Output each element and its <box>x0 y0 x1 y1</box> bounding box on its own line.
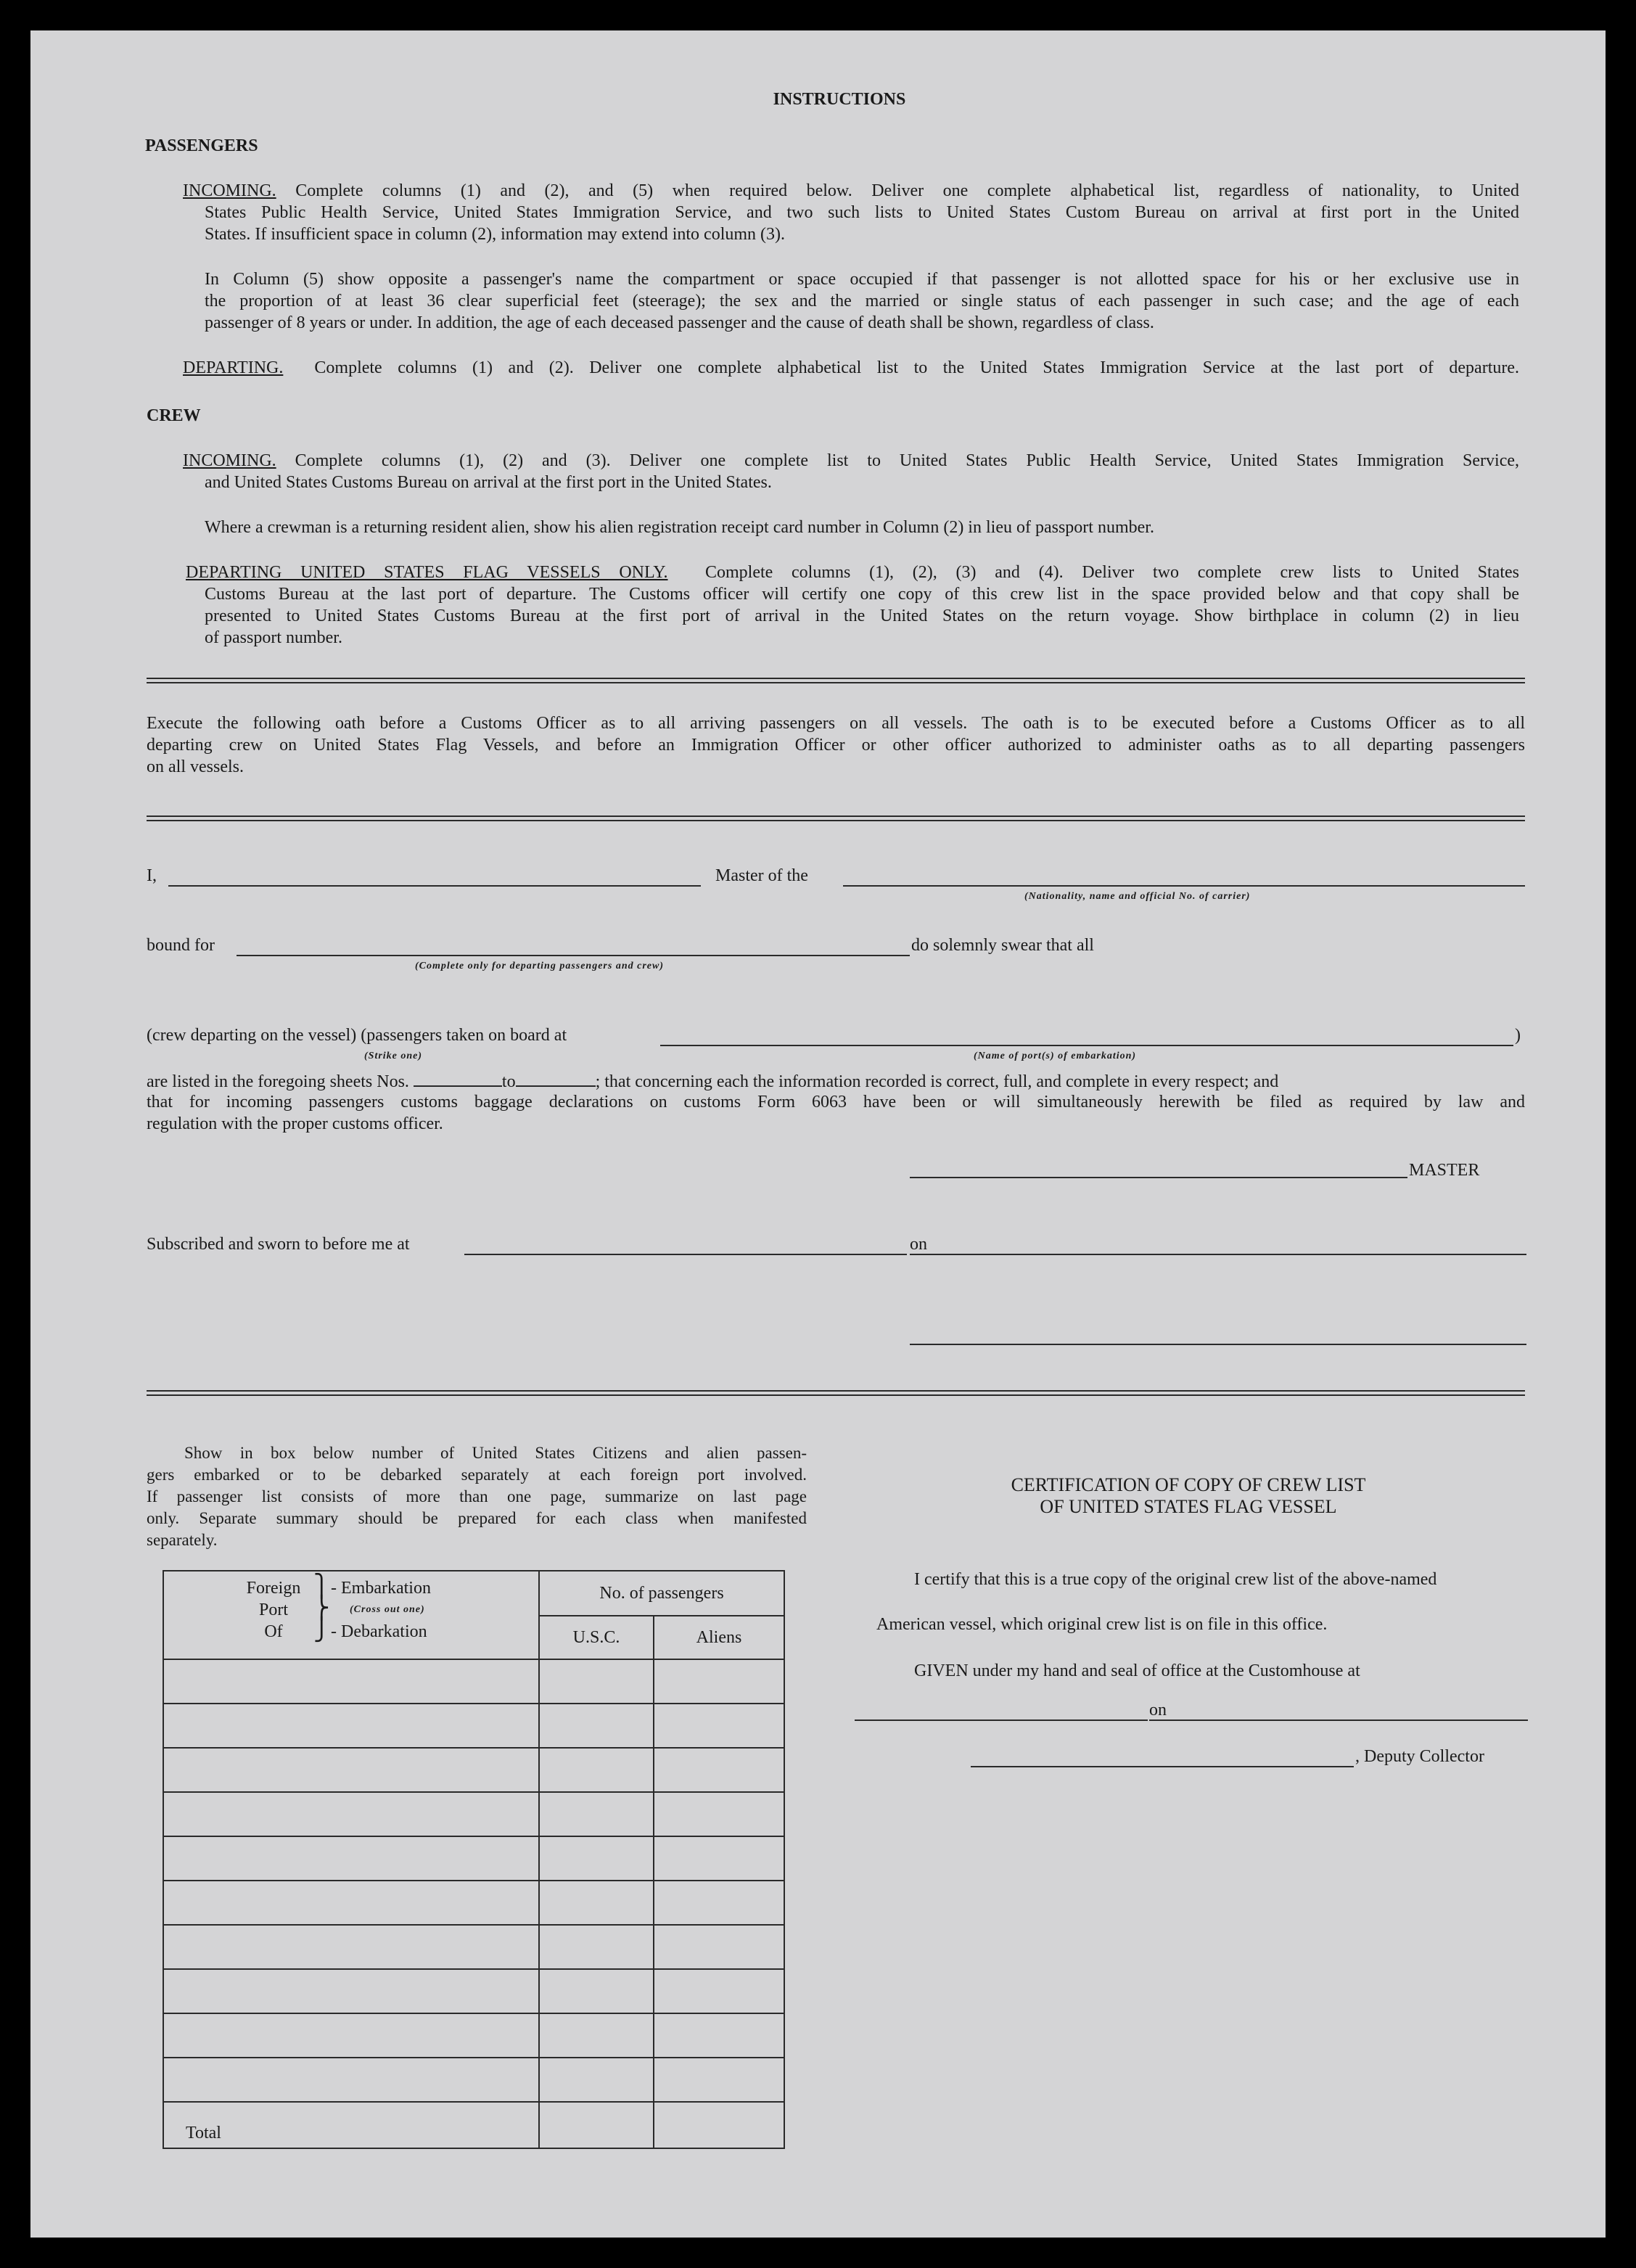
swear-label: do solemnly swear that all <box>911 936 1094 955</box>
passengers-incoming-label: INCOMING. <box>183 181 276 200</box>
passengers-departing-text: Complete columns (1) and (2). Deliver one complete alphabetical list to the United States Immigration Service at the last port of departure. <box>314 358 1520 377</box>
certification-date-line[interactable] <box>1149 1720 1528 1721</box>
crew-departing-line-1: DEPARTING UNITED STATES FLAG VESSELS ONLY. Complete columns (1), (2), (3) and (4). Deliver two complete crew lists to United States <box>186 563 1519 582</box>
aliens-total-cell[interactable] <box>654 2102 784 2148</box>
subscribed-label: Subscribed and sworn to before me at <box>147 1235 410 1254</box>
port-cell[interactable] <box>163 2058 539 2102</box>
passengers-heading: PASSENGERS <box>145 136 258 155</box>
column5-line-2: the proportion of at least 36 clear superficial feet (steerage); the sex and the married or single status of each passenger in such case; and the age of each <box>205 292 1519 311</box>
oath-instructions-block <box>147 712 1525 778</box>
usc-cell[interactable] <box>539 1792 654 1836</box>
total-cell <box>163 2102 539 2148</box>
bound-for-line[interactable] <box>237 955 910 956</box>
foreign-label: Foreign <box>246 1579 301 1598</box>
deputy-signature-line[interactable] <box>971 1766 1354 1767</box>
carrier-hint: (Nationality, name and official No. of carrier) <box>1024 891 1251 902</box>
crew-departing-block <box>186 562 1519 649</box>
aliens-cell[interactable] <box>654 1748 784 1792</box>
port-cell[interactable] <box>163 1881 539 1925</box>
officer-signature-line[interactable] <box>910 1344 1526 1345</box>
usc-header: U.S.C. <box>539 1616 654 1659</box>
port-label: Port <box>258 1601 288 1619</box>
strike-close: ) <box>1515 1026 1521 1045</box>
section-divider <box>147 815 1525 821</box>
usc-cell[interactable] <box>539 1969 654 2013</box>
certification-on-label: on <box>1149 1701 1167 1720</box>
passengers-incoming-block <box>183 180 1519 245</box>
certification-title <box>878 1474 1499 1518</box>
port-cell[interactable] <box>163 1704 539 1748</box>
usc-total-cell[interactable] <box>539 2102 654 2148</box>
brace-glyph: ⎫ ⎬ ⎭ <box>313 1574 330 1642</box>
usc-cell[interactable] <box>539 1881 654 1925</box>
aliens-cell[interactable] <box>654 2013 784 2058</box>
crew-departing-line-4: of passport number. <box>205 628 342 647</box>
of-label: Of <box>264 1622 283 1641</box>
port-cell[interactable] <box>163 1836 539 1881</box>
certification-title-line-2: OF UNITED STATES FLAG VESSEL <box>1040 1496 1337 1517</box>
port-header-cell <box>163 1571 539 1659</box>
aliens-cell[interactable] <box>654 1836 784 1881</box>
crew-resident-text: Where a crewman is a returning resident alien, show his alien registration receipt card number in Column (2) in lieu of passport number. <box>205 518 1154 537</box>
summary-line-1: Show in box below number of United States Citizens and alien passen- <box>184 1444 807 1462</box>
port-cell[interactable] <box>163 2013 539 2058</box>
listed-line-1: are listed in the foregoing sheets Nos. to ; that concerning each the information recorded is correct, full, and complete in every respect; and <box>147 1069 1525 1093</box>
carrier-line[interactable] <box>843 885 1525 887</box>
bound-for-hint: (Complete only for departing passengers and crew) <box>415 961 664 971</box>
port-cell[interactable] <box>163 1659 539 1704</box>
section-divider <box>147 1390 1525 1396</box>
usc-cell[interactable] <box>539 1925 654 1969</box>
oath-instructions-line-1: Execute the following oath before a Customs Officer as to all arriving passengers on all vessels. The oath is to be executed before a Customs Officer as to all <box>147 714 1525 733</box>
usc-cell[interactable] <box>539 2013 654 2058</box>
summary-line-5: separately. <box>147 1531 218 1549</box>
vessel-text: American vessel, which original crew list is on file in this office. <box>876 1615 1328 1634</box>
cross-out-hint: (Cross out one) <box>350 1604 425 1615</box>
column5-block <box>205 268 1519 334</box>
crew-incoming-label: INCOMING. <box>183 451 276 470</box>
sheet-from-field[interactable] <box>414 1069 502 1087</box>
summary-line-2: gers embarked or to be debarked separately at each foreign port involved. <box>147 1466 807 1484</box>
crew-incoming-line-2: and United States Customs Bureau on arrival at the first port in the United States. <box>205 473 772 492</box>
passenger-summary-table <box>163 1570 785 2149</box>
crew-heading: CREW <box>147 406 201 425</box>
strike-hint: (Strike one) <box>364 1051 423 1061</box>
usc-cell[interactable] <box>539 1704 654 1748</box>
strike-label: (crew departing on the vessel) (passengers taken on board at <box>147 1026 567 1045</box>
crew-departing-line-2: Customs Bureau at the last port of departure. The Customs officer will certify one copy of this crew list in the space provided below and that copy shall be <box>205 585 1519 604</box>
port-cell[interactable] <box>163 1792 539 1836</box>
customhouse-line[interactable] <box>855 1720 1148 1721</box>
oath-instructions-line-3: on all vessels. <box>147 757 244 776</box>
aliens-cell[interactable] <box>654 1792 784 1836</box>
oath-instructions-line-2: departing crew on United States Flag Vessels, and before an Immigration Officer or other officer authorized to administer oaths as to all departing passengers <box>147 736 1525 755</box>
crew-departing-label: DEPARTING UNITED STATES FLAG VESSELS ONLY. <box>186 563 668 582</box>
sheet-to-field[interactable] <box>516 1069 596 1087</box>
certify-text: I certify that this is a true copy of the original crew list of the above-named <box>914 1570 1437 1589</box>
port-cell[interactable] <box>163 1748 539 1792</box>
summary-line-3: If passenger list consists of more than one page, summarize on last page <box>147 1487 807 1505</box>
passengers-count-header: No. of passengers <box>539 1571 784 1616</box>
usc-cell[interactable] <box>539 1659 654 1704</box>
passengers-incoming-line-3: States. If insufficient space in column (2), information may extend into column (3). <box>205 225 786 244</box>
usc-cell[interactable] <box>539 2058 654 2102</box>
column5-line-3: passenger of 8 years or under. In addition, the age of each deceased passenger and the cause of death shall be shown, regardless of class. <box>205 313 1154 332</box>
aliens-header: Aliens <box>654 1616 784 1659</box>
ports-hint: (Name of port(s) of embarkation) <box>974 1051 1137 1061</box>
section-divider <box>147 678 1525 683</box>
summary-line-4: only. Separate summary should be prepared for each class when manifested <box>147 1509 807 1527</box>
page-title: INSTRUCTIONS <box>773 90 906 109</box>
ports-line[interactable] <box>660 1045 1513 1046</box>
subscribed-place-line[interactable] <box>464 1254 907 1255</box>
crew-incoming-line-1: INCOMING. Complete columns (1), (2) and (3). Deliver one complete list to United States Public Health Service, United States Immigration Service, <box>183 451 1519 470</box>
column5-line-1: In Column (5) show opposite a passenger's name the compartment or space occupied if that passenger is not allotted space for his or her exclusive use in <box>205 270 1519 289</box>
aliens-cell[interactable] <box>654 2058 784 2102</box>
given-text: GIVEN under my hand and seal of office at the Customhouse at <box>914 1661 1360 1680</box>
aliens-cell[interactable] <box>654 1704 784 1748</box>
form-page <box>30 30 1606 2238</box>
port-cell[interactable] <box>163 1969 539 2013</box>
certification-title-line-1: CERTIFICATION OF COPY OF CREW LIST <box>1011 1474 1366 1495</box>
summary-instructions <box>147 1442 807 1551</box>
master-signature-line[interactable] <box>910 1177 1407 1178</box>
embarkation-label: - Embarkation <box>331 1579 431 1598</box>
passengers-incoming-line-1: INCOMING. Complete columns (1) and (2), and (5) when required below. Deliver one complete alphabetical list, regardless of nationality, to United <box>183 181 1519 200</box>
subscribed-on-label: on <box>910 1235 927 1254</box>
oath-i-label: I, <box>147 866 157 885</box>
bound-for-label: bound for <box>147 936 215 955</box>
deputy-label: , Deputy Collector <box>1355 1747 1484 1766</box>
aliens-cell[interactable] <box>654 1925 784 1969</box>
aliens-cell[interactable] <box>654 1969 784 2013</box>
crew-incoming-block <box>183 450 1519 493</box>
aliens-cell[interactable] <box>654 1659 784 1704</box>
total-label: Total <box>186 2124 221 2142</box>
master-of-label: Master of the <box>715 866 808 885</box>
port-cell[interactable] <box>163 1925 539 1969</box>
passengers-departing-block <box>183 357 1519 379</box>
debarkation-label: - Debarkation <box>331 1622 427 1641</box>
listed-line-2: that for incoming passengers customs baggage declarations on customs Form 6063 have been or will simultaneously herewith be filed as required by law and <box>147 1093 1525 1112</box>
crew-departing-line-3: presented to United States Customs Bureau at the first port of arrival in the United States on the return voyage. Show birthplace in column (2) in lieu <box>205 607 1519 625</box>
usc-cell[interactable] <box>539 1748 654 1792</box>
passengers-departing-label: DEPARTING. <box>183 358 284 377</box>
aliens-cell[interactable] <box>654 1881 784 1925</box>
master-name-line[interactable] <box>168 885 701 887</box>
listed-line-3: regulation with the proper customs officer. <box>147 1114 443 1133</box>
passengers-incoming-line-2: States Public Health Service, United States Immigration Service, and two such lists to United States Custom Bureau on arrival at first port in the United <box>205 203 1519 222</box>
subscribed-date-line[interactable] <box>910 1254 1526 1255</box>
master-label: MASTER <box>1409 1161 1480 1180</box>
usc-cell[interactable] <box>539 1836 654 1881</box>
